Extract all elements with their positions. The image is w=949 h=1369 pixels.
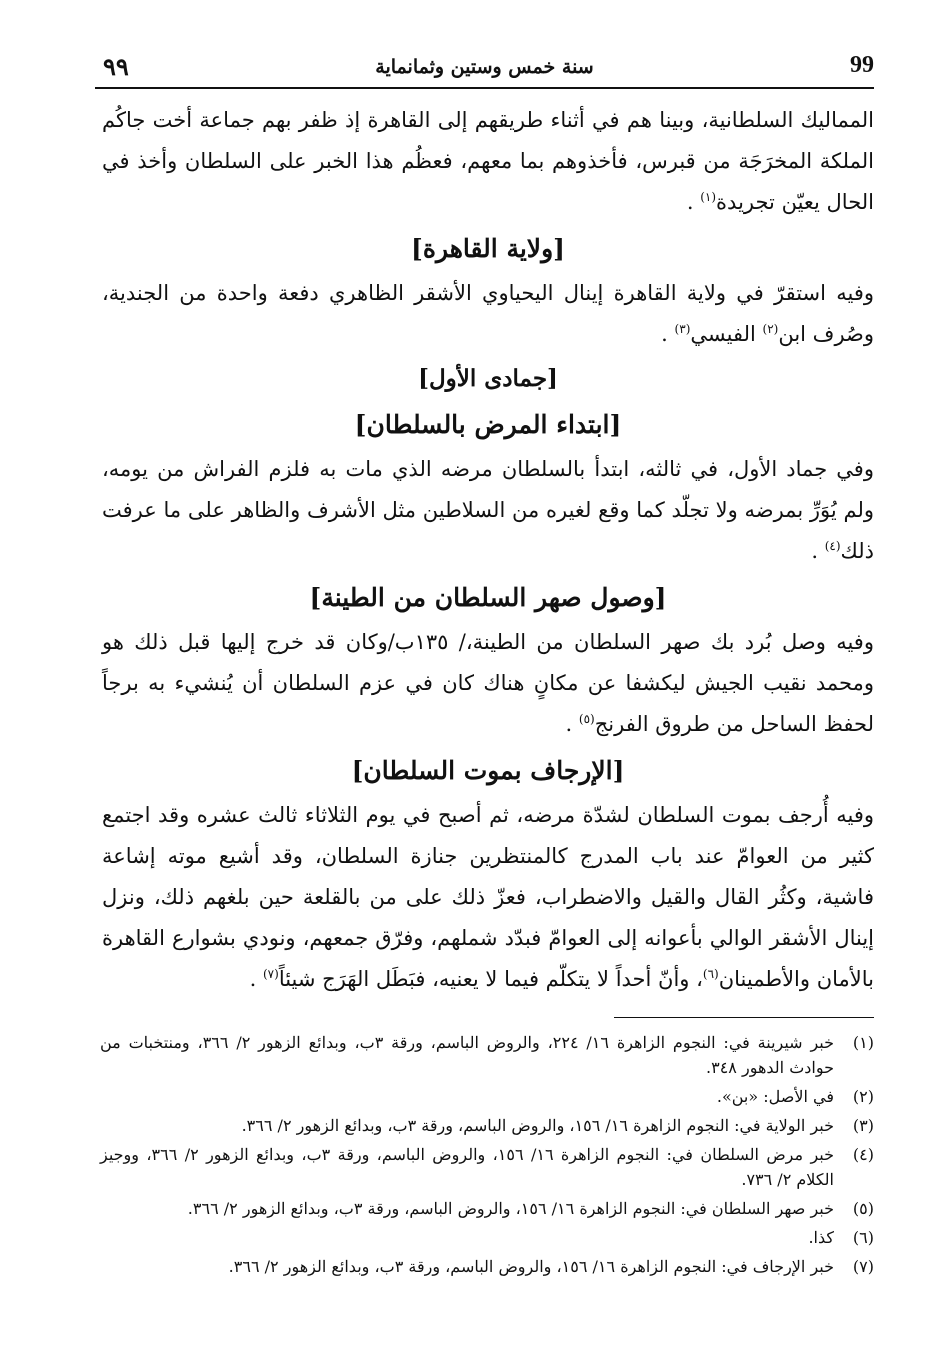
paragraph-5-text-a: وفيه أُرجف بموت السلطان لشدّة مرضه، ثم أصبح في يوم الثلاثاء ثالث عشره وقد اجتمع كثير من العوامّ عند باب المدرج كالمنتظرين جنازة السلطان، وقد أشيع موته إشاعة فاشية، وكثُر القال والقيل والاضطراب، فعزّ ذلك على من بالقلعة حين بلغهم ذلك، ونزل إينال الأشقر الوالي بأعوانه إلى العوامّ فبدّد شملهم، وفرّق جمعهم، ونودي بشوارع القاهرة بالأمان والأطمينان — [102, 803, 874, 991]
header-rule — [95, 87, 874, 89]
main-text — [102, 100, 874, 1000]
paragraph-3-end: . — [811, 539, 819, 563]
paragraph-1 — [102, 100, 874, 223]
footnote-rule — [614, 1017, 874, 1018]
footnote-text: كذا. — [808, 1228, 834, 1247]
footnote-ref-4[interactable]: (٤) — [824, 539, 841, 553]
footnote-number: (٧) — [852, 1257, 874, 1276]
footnote-ref-5[interactable]: (٥) — [578, 712, 595, 726]
footnote-ref-6[interactable]: (٦) — [702, 967, 719, 981]
footnotes — [100, 1030, 874, 1283]
footnote-number: (٤) — [852, 1145, 874, 1164]
footnote-text: خبر الإرجاف في: النجوم الزاهرة ١٦/ ١٥٦، والروض الباسم، ورقة ٣ب، وبدائع الزهور ٢/ ٣٦٦. — [228, 1257, 834, 1276]
footnote-item — [100, 1225, 874, 1250]
footnote-text: في الأصل: «بن». — [716, 1087, 834, 1106]
footnote-text: خبر الولاية في: النجوم الزاهرة ١٦/ ١٥٦، والروض الباسم، ورقة ٣ب، وبدائع الزهور ٢/ ٣٦٦. — [241, 1116, 834, 1135]
footnote-number: (٢) — [852, 1087, 874, 1106]
paragraph-5-text-b: ، وأنّ أحداً لا يتكلّم فيما لا يعنيه، فبَطَل الهَرَج شيئاً — [278, 967, 703, 991]
footnote-ref-2[interactable]: (٢) — [762, 322, 779, 336]
running-header — [95, 52, 874, 88]
paragraph-4-end: . — [565, 712, 573, 736]
footnote-text: خبر شيرينة في: النجوم الزاهرة ١٦/ ٢٢٤، والروض الباسم، ورقة ٣ب، وبدائع الزهور ٢/ ٣٦٦، ومنتخبات من حوادث الدهور ٣٤٨. — [100, 1033, 834, 1077]
footnote-text: خبر صهر السلطان في: النجوم الزاهرة ١٦/ ١٥٦، والروض الباسم، ورقة ٣ب، وبدائع الزهور ٢/ ٣٦٦. — [187, 1199, 834, 1218]
footnote-number: (٦) — [852, 1228, 874, 1247]
paragraph-5-end: . — [249, 967, 257, 991]
footnote-item — [100, 1142, 874, 1192]
footnote-number: (١) — [852, 1033, 874, 1052]
footnote-ref-1[interactable]: (١) — [700, 190, 717, 204]
heading-cairo-governorship: [ولاية القاهرة] — [411, 234, 565, 263]
paragraph-2-text-a: وفيه استقرّ في ولاية القاهرة إينال اليحياوي الأشقر الظاهري دفعة واحدة من الجندية، وصُرف ابن — [102, 281, 874, 346]
footnote-item — [100, 1030, 874, 1080]
paragraph-3-text: وفي جماد الأول، في ثالثه، ابتدأ بالسلطان مرضه الذي مات به فلزم الفراش من يومه، ولم يُوَرِّ بمرضه ولا تجلّد كما وقع لغيره من السلاطين مثل الأشرف والظاهر على ما عرفت ذلك — [102, 457, 874, 563]
footnote-item — [100, 1254, 874, 1279]
footnote-number: (٥) — [852, 1199, 874, 1218]
paragraph-2-end: . — [661, 322, 668, 346]
paragraph-1-text: المماليك السلطانية، وبينا هم في أثناء طريقهم إلى القاهرة إذ ظفر بهم جماعة أخت جاكُم الملكة المخرَجَة من قبرس، فأخذوهم بما معهم، فعظُم هذا الخبر على السلطان وأخذ في الحال يعيّن تجريدة — [102, 108, 874, 214]
footnote-text: خبر مرض السلطان في: النجوم الزاهرة ١٦/ ١٥٦، والروض الباسم، ورقة ٣ب، وبدائع الزهور ٢/ ٣٦٦، ووجيز الكلام ٢/ ٧٣٦. — [100, 1145, 834, 1189]
heading-death-rumor: [الإرجاف بموت السلطان] — [351, 756, 625, 785]
paragraph-3 — [102, 449, 874, 572]
footnote-number: (٣) — [852, 1116, 874, 1135]
footnote-item — [100, 1196, 874, 1221]
footnote-ref-7[interactable]: (٧) — [262, 967, 279, 981]
footnote-ref-3[interactable]: (٣) — [674, 322, 691, 336]
heading-arrival-from-tina: [وصول صهر السلطان من الطينة] — [309, 583, 667, 612]
paragraph-4-text: وفيه وصل بُرد بك صهر السلطان من الطينة،/ ١٣٥ب/وكان قد خرج إليها قبل ذلك هو ومحمد نقيب الجيش ليكشفا عن مكانٍ هناك كان في عزم السلطان أن يُنشيء به برجاً لحفظ الساحل من طروق الفرنج — [102, 630, 874, 736]
footnote-item — [100, 1084, 874, 1109]
page-number-arabic: ٩٩ — [103, 52, 129, 81]
paragraph-4 — [102, 622, 874, 745]
heading-sultan-illness: [ابتداء المرض بالسلطان] — [354, 410, 622, 439]
page-number-latin: 99 — [850, 52, 874, 78]
running-title: سنة خمس وستين وثمانماية — [375, 56, 594, 78]
paragraph-2-text-b: الفيسي — [690, 322, 756, 346]
heading-jumada-al-awwal: [جمادى الأول] — [418, 365, 558, 392]
footnote-item — [100, 1113, 874, 1138]
paragraph-5 — [102, 795, 874, 1000]
paragraph-1-end: . — [686, 190, 694, 214]
paragraph-2 — [102, 273, 874, 355]
